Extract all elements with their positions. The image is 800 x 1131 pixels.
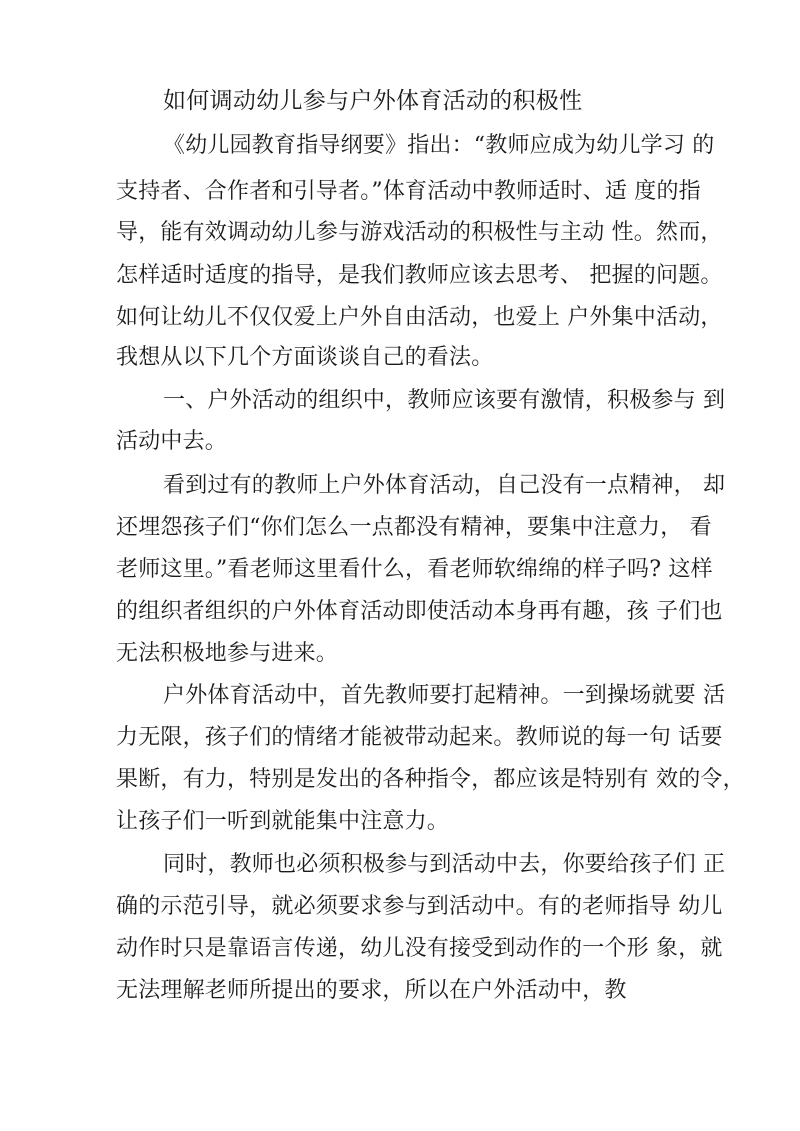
paragraph-line: 果断，有力，特别是发出的各种指令，都应该是特别有 效的令， xyxy=(116,767,745,792)
paragraph-line: 确的示范引导，就必须要求参与到活动中。有的老师指导 幼儿 xyxy=(116,894,723,919)
paragraph-line: 的组织者组织的户外体育活动即使活动本身再有趣，孩 子们也 xyxy=(116,599,723,624)
paragraph-line: 看到过有的教师上户外体育活动，自己没有一点精神， 却 xyxy=(163,473,726,498)
paragraph-line: 老师这里。”看老师这里看什么，看老师软绵绵的样子吗? 这样 xyxy=(116,557,713,582)
paragraph-line: 导，能有效调动幼儿参与游戏活动的积极性与主动 性。然而， xyxy=(116,220,723,245)
paragraph-line: 无法积极地参与进来。 xyxy=(116,641,339,666)
paragraph-line: 户外体育活动中，首先教师要打起精神。一到操场就要 活 xyxy=(163,683,726,708)
paragraph-line: 动作时只是靠语言传递，幼儿没有接受到动作的一个形 象，就 xyxy=(116,936,723,961)
section-heading-line: 一、户外活动的组织中，教师应该要有激情，积极参与 到 xyxy=(163,388,726,413)
paragraph-line: 《幼儿园教育指导纲要》指出：“教师应成为幼儿学习 的 xyxy=(163,133,715,158)
paragraph-line: 力无限，孩子们的情绪才能被带动起来。教师说的每一句 话要 xyxy=(116,725,723,750)
paragraph-line: 让孩子们一听到就能集中注意力。 xyxy=(116,809,450,834)
paragraph-line: 无法理解老师所提出的要求，所以在户外活动中，教 xyxy=(116,978,627,1003)
paragraph-line: 怎样适时适度的指导，是我们教师应该去思考、 把握的问题。 xyxy=(116,263,723,288)
paragraph-line: 如何让幼儿不仅仅爱上户外自由活动，也爱上 户外集中活动， xyxy=(116,305,723,330)
paragraph-line: 同时，教师也必须积极参与到活动中去，你要给孩子们 正 xyxy=(163,852,726,877)
document-title: 如何调动幼儿参与户外体育活动的积极性 xyxy=(163,88,583,114)
paragraph-line: 我想从以下几个方面谈谈自己的看法。 xyxy=(116,345,494,370)
section-heading-line: 活动中去。 xyxy=(116,429,228,454)
paragraph-line: 还埋怨孩子们“你们怎么一点都没有精神，要集中注意力， 看 xyxy=(116,515,712,540)
paragraph-line: 支持者、合作者和引导者。”体育活动中教师适时、适 度的指 xyxy=(116,179,701,204)
